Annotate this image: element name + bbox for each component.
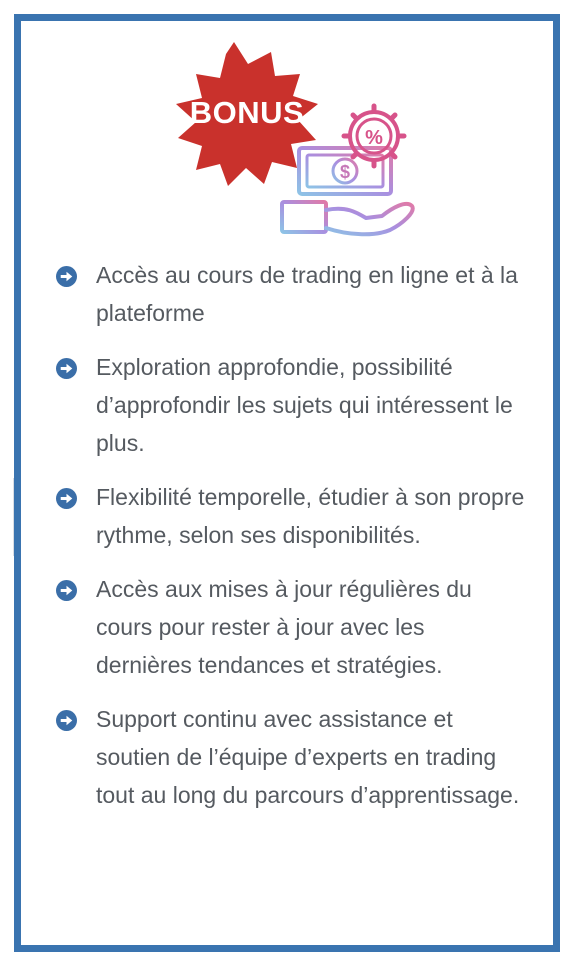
benefit-item-support: [56, 700, 526, 814]
bonus-label: BONUS: [189, 95, 305, 130]
percent-icon: %: [365, 127, 383, 149]
benefit-text: Accès au cours de trading en ligne et à la plateforme: [96, 262, 518, 326]
benefit-text: Support continu avec assistance et soutien de l’équipe d’experts en trading tout au long du parcours d’apprentissage.: [96, 706, 520, 808]
benefit-item-updates: [56, 570, 526, 684]
arrow-circle-right-icon: [56, 580, 77, 601]
hand-icon: [282, 202, 413, 234]
benefits-list: [56, 256, 526, 830]
benefit-text: Accès aux mises à jour régulières du cours pour rester à jour avec les dernières tendances et stratégies.: [96, 576, 472, 678]
benefit-item-flexibility: [56, 478, 526, 554]
bonus-illustration: [150, 30, 420, 240]
arrow-circle-right-icon: [56, 266, 77, 287]
benefit-item-course-access: [56, 256, 526, 332]
arrow-circle-right-icon: [56, 710, 77, 731]
benefit-item-deep-exploration: [56, 348, 526, 462]
benefit-text: Flexibilité temporelle, étudier à son propre rythme, selon ses disponibilités.: [96, 484, 525, 548]
benefit-text: Exploration approfondie, possibilité d’approfondir les sujets qui intéressent le plus.: [96, 354, 513, 456]
dollar-icon: $: [339, 162, 351, 182]
arrow-circle-right-icon: [56, 358, 77, 379]
arrow-circle-right-icon: [56, 488, 77, 509]
